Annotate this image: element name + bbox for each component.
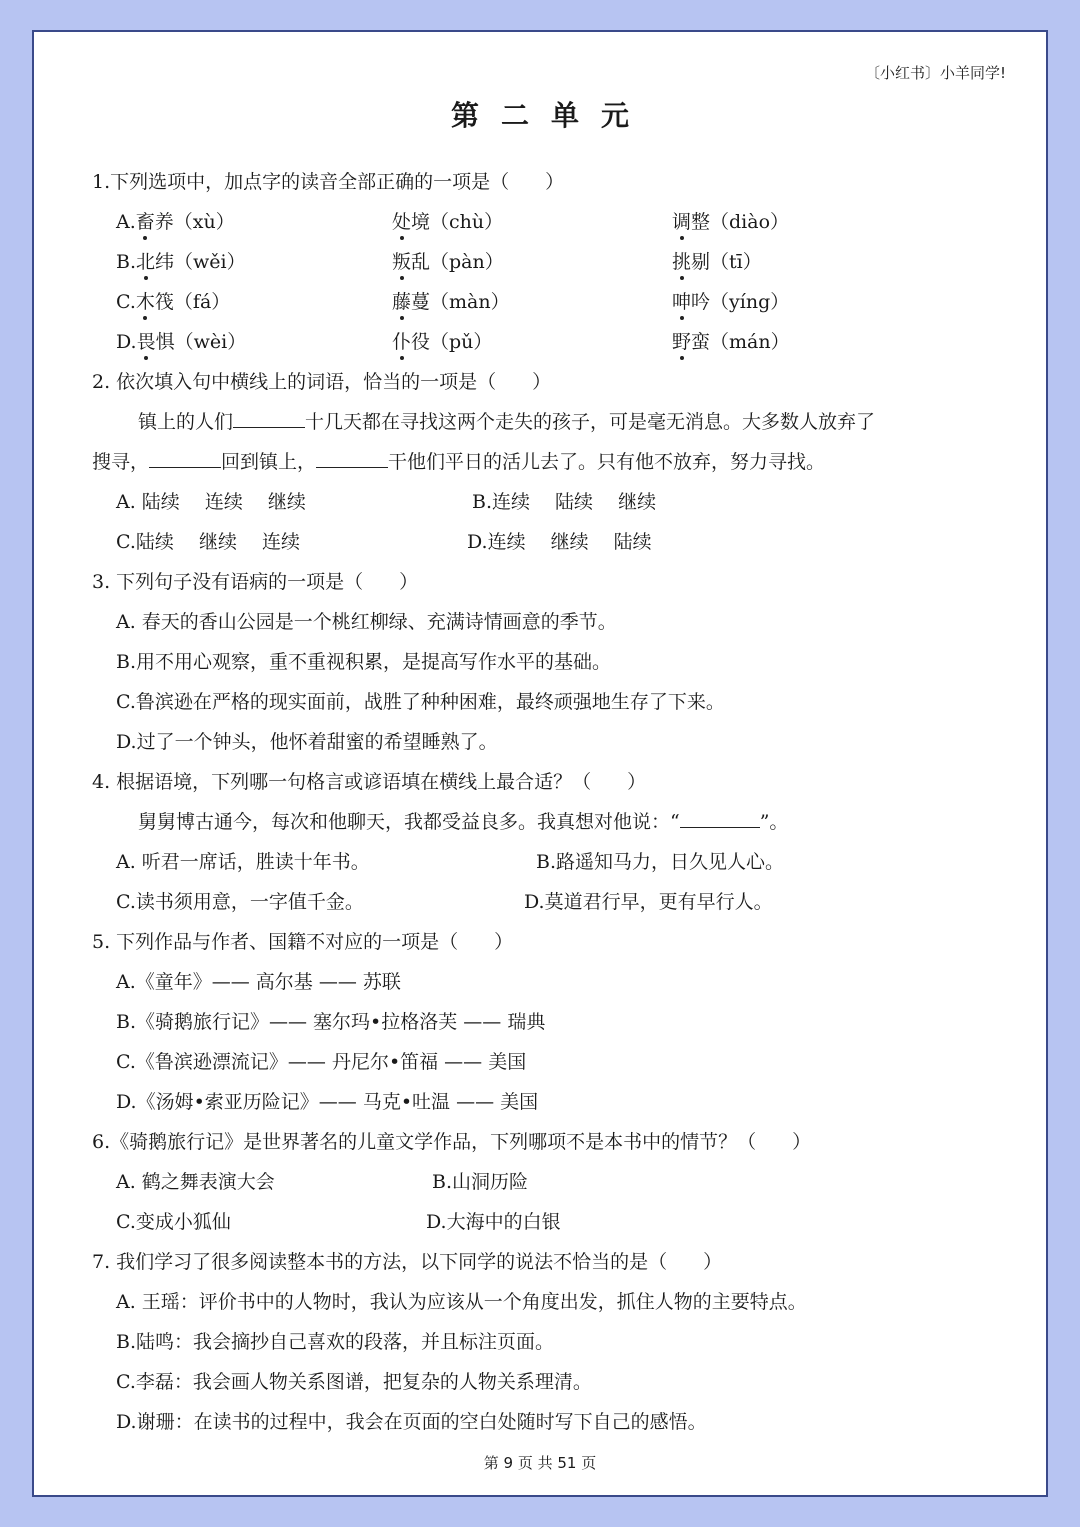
question-3-option-c: C.鲁滨逊在严格的现实面前，战胜了种种困难，最终顽强地生存了下来。: [116, 691, 725, 713]
question-7-stem: 7. 我们学习了很多阅读整本书的方法，以下同学的说法不恰当的是（ ）: [92, 1251, 723, 1273]
question-3-stem: 3. 下列句子没有语病的一项是（ ）: [92, 571, 419, 593]
question-1-stem: 1.下列选项中，加点字的读音全部正确的一项是（ ）: [92, 171, 565, 193]
question-2-options-ab: A. 陆续 连续 继续 B.连续 陆续 继续: [116, 491, 657, 513]
question-6-options-cd: C.变成小狐仙 D.大海中的白银: [116, 1211, 561, 1233]
question-5-option-c: C.《鲁滨逊漂流记》—— 丹尼尔•笛福 —— 美国: [116, 1051, 527, 1073]
question-6-options-ab: A. 鹤之舞表演大会 B.山洞历险: [116, 1171, 529, 1193]
question-2-passage-line-2: 搜寻， 回到镇上， 干他们平日的活儿去了。只有他不放弃，努力寻找。: [92, 442, 992, 482]
question-7-option-b: B.陆鸣：我会摘抄自己喜欢的段落，并且标注页面。: [116, 1331, 555, 1353]
question-5-option-d: D.《汤姆•索亚历险记》—— 马克•吐温 —— 美国: [116, 1091, 539, 1113]
question-5-option-b: B.《骑鹅旅行记》—— 塞尔玛•拉格洛芙 —— 瑞典: [116, 1011, 546, 1033]
page-number: 第 9 页 共 51 页: [483, 1454, 597, 1472]
question-3-option-b: B.用不用心观察，重不重视积累，是提高写作水平的基础。: [116, 651, 612, 673]
worksheet-page: [32, 30, 1048, 1497]
question-1-option-d: D.畏惧（wèi） 仆役（pǔ） 野蛮（mán）: [116, 331, 790, 353]
question-5-option-a: A.《童年》—— 高尔基 —— 苏联: [116, 971, 401, 993]
question-4-options-cd: C.读书须用意，一字值千金。 D.莫道君行早，更有早行人。: [116, 891, 773, 913]
watermark-text: 〔小红书〕小羊同学!: [864, 64, 1006, 82]
question-7-option-c: C.李磊：我会画人物关系图谱，把复杂的人物关系理清。: [116, 1371, 592, 1393]
fill-blank[interactable]: [316, 445, 388, 468]
fill-blank[interactable]: [680, 805, 760, 828]
question-4-options-ab: A. 听君一席话，胜读十年书。 B.路遥知马力，日久见人心。: [116, 851, 785, 873]
question-1-option-c: C.木筏（fá） 藤蔓（màn） 呻吟（yíng）: [116, 291, 790, 313]
question-2-passage-line-1: 镇上的人们 十几天都在寻找这两个走失的孩子，可是毫无消息。大多数人放弃了: [92, 402, 992, 442]
question-list: [92, 162, 992, 1442]
question-7-option-d: D.谢珊：在读书的过程中，我会在页面的空白处随时写下自己的感悟。: [116, 1411, 707, 1433]
question-4-stem: 4. 根据语境，下列哪一句格言或谚语填在横线上最合适？（ ）: [92, 771, 647, 793]
question-3-option-a: A. 春天的香山公园是一个桃红柳绿、充满诗情画意的季节。: [116, 611, 617, 633]
question-7-option-a: A. 王瑶：评价书中的人物时，我认为应该从一个角度出发，抓住人物的主要特点。: [116, 1291, 807, 1313]
question-4-passage: 舅舅博古通今，每次和他聊天，我都受益良多。我真想对他说：“ ”。: [92, 802, 992, 842]
question-6-stem: 6.《骑鹅旅行记》是世界著名的儿童文学作品，下列哪项不是本书中的情节？（ ）: [92, 1131, 812, 1153]
question-3-option-d: D.过了一个钟头，他怀着甜蜜的希望睡熟了。: [116, 731, 498, 753]
question-1-option-a: A.畜养（xù） 处境（chù） 调整（diào）: [116, 211, 790, 233]
page-title: 第二单元: [450, 99, 651, 132]
question-1-option-b: B.北纬（wěi） 叛乱（pàn） 挑剔（tī）: [116, 251, 762, 273]
fill-blank[interactable]: [233, 405, 305, 428]
question-2-stem: 2. 依次填入句中横线上的词语，恰当的一项是（ ）: [92, 371, 552, 393]
question-5-stem: 5. 下列作品与作者、国籍不对应的一项是（ ）: [92, 931, 514, 953]
question-2-options-cd: C.陆续 继续 连续 D.连续 继续 陆续: [116, 531, 652, 553]
fill-blank[interactable]: [149, 445, 221, 468]
